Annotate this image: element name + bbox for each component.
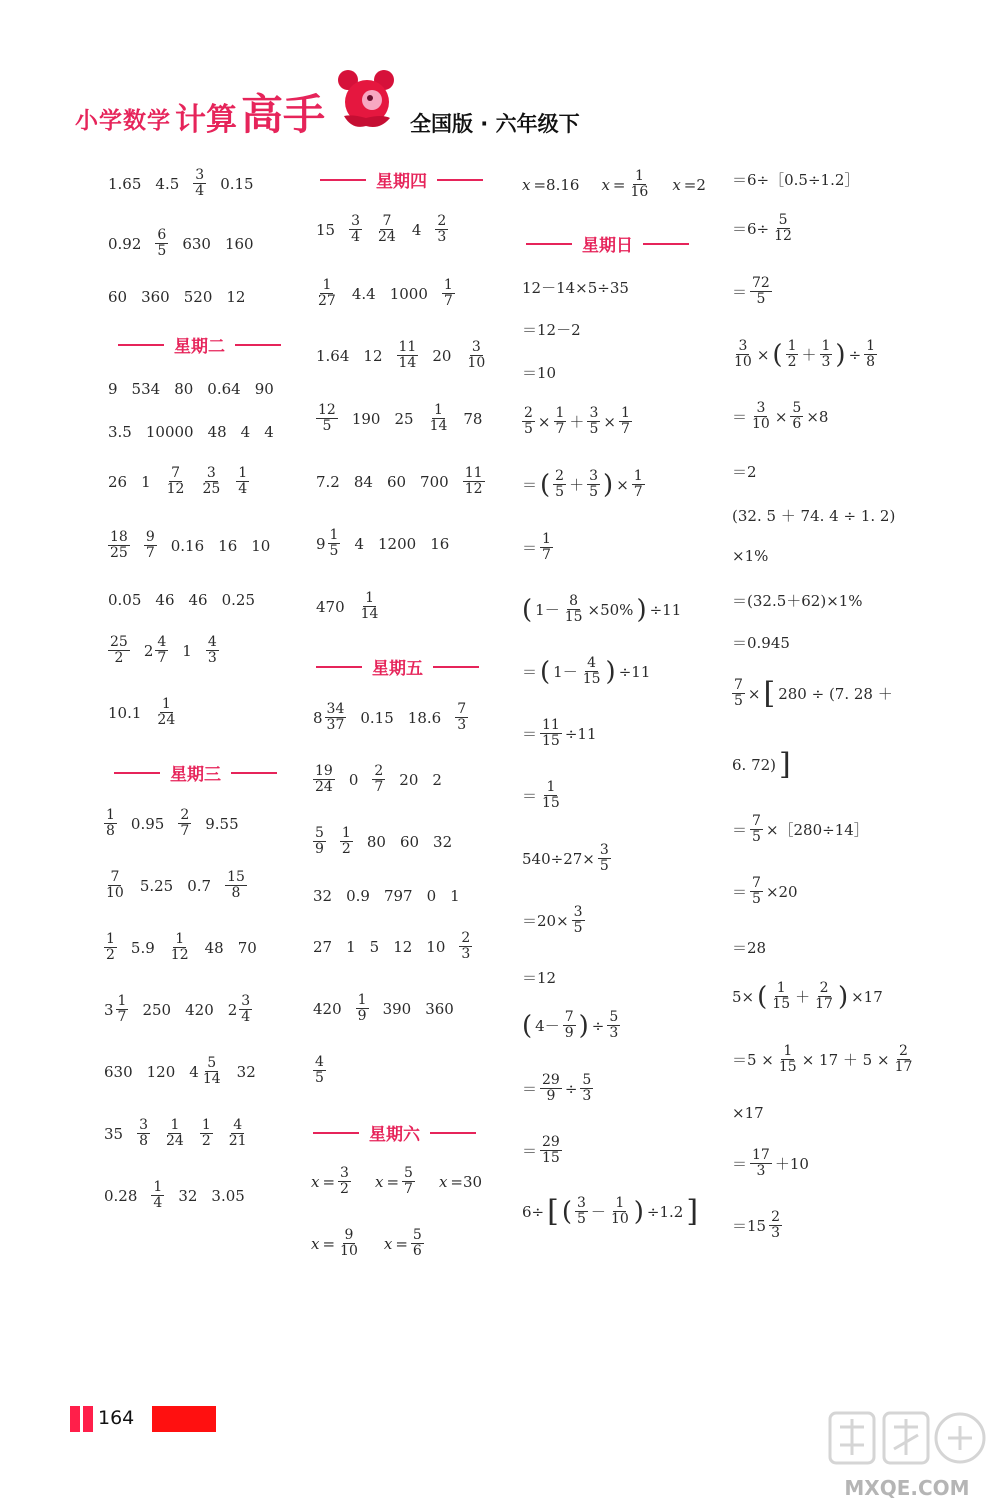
section-title-sunday: 星期日 (516, 231, 699, 256)
mixed-number: 2 $\frac{3}{4}$ (227, 993, 251, 1025)
answer-row: $\frac{7}{10}$ 5.25 0.7 $\frac{15}{8}$ (106, 869, 245, 901)
fraction: $\frac{5}{7}$ (404, 1165, 413, 1197)
equation-step: ＝6÷［0.5÷1.2］ (732, 171, 860, 189)
fraction: $\frac{3}{25}$ (202, 465, 221, 497)
fraction: $\frac{9}{7}$ (145, 529, 155, 561)
fraction: $\frac{7}{10}$ (106, 869, 124, 901)
fraction: $\frac{1}{4}$ (153, 1179, 163, 1211)
fraction: $\frac{2}{7}$ (374, 763, 384, 795)
equation-step: ＝0.945 (732, 634, 790, 652)
section-title-wednesday: 星期三 (104, 760, 287, 785)
answer-row: 9 $\frac{1}{5}$ 4 1200 16 (316, 527, 450, 559)
equation-step: ＝12－2 (522, 321, 581, 339)
answer-row: $\frac{1}{8}$ 0.95 $\frac{2}{7}$ 9.55 (106, 807, 239, 839)
fraction: $\frac{1}{8}$ (106, 807, 115, 839)
answer-row: $\frac{12}{5}$ 190 25 $\frac{1}{14}$ 78 (318, 402, 483, 434)
answer-row: 0.92 $\frac{6}{5}$ 630 160 (108, 227, 254, 259)
fraction: $\frac{5}{6}$ (412, 1227, 422, 1259)
mixed-number: 9 $\frac{1}{5}$ (316, 527, 339, 559)
equation-step: ＝ $\frac{72}{5}$ (732, 275, 770, 307)
equation-step: ＝12 (522, 969, 557, 987)
fraction: $\frac{1}{2}$ (201, 1117, 211, 1149)
equation-step: $\frac{3}{10}$ × ( $\frac{1}{2}$ ＋ $\frac{1}{3}$ ) ÷ $\frac{1}{8}$ (734, 338, 876, 370)
equation-step: ＝ $\frac{7}{5}$ ×20 (732, 875, 798, 907)
fraction: $\frac{7}{24}$ (378, 213, 396, 245)
brand-small: 小学数学 (75, 108, 171, 134)
fraction: $\frac{15}{8}$ (227, 869, 245, 901)
equation-step: ＝2 (732, 463, 757, 481)
fraction: $\frac{1}{24}$ (166, 1117, 184, 1149)
equation-step: ＝6÷ $\frac{5}{12}$ (732, 212, 792, 244)
mixed-number: 3 $\frac{1}{7}$ (104, 993, 127, 1025)
fraction: $\frac{1}{24}$ (157, 696, 176, 728)
equation-step: 12－14×5÷35 (522, 279, 629, 297)
answer-row: 3.5 10000 48 4 4 (108, 423, 274, 441)
equation-step: ＝10 (522, 364, 557, 382)
brand-mid: 计算 (175, 102, 237, 138)
equation-step: ( 4－ $\frac{7}{9}$ ) ÷ $\frac{5}{3}$ (522, 1009, 619, 1041)
answer-row: 32 0.9 797 0 1 (313, 887, 460, 905)
answer-row: 3 $\frac{1}{7}$ 250 420 2 $\frac{3}{4}$ (104, 993, 251, 1025)
equation-step: ＝(32.5＋62)×1% (732, 592, 863, 610)
fraction: $\frac{4}{21}$ (228, 1117, 247, 1149)
equation-step: $\frac{7}{5}$ × [ 280 ÷ (7. 28 ＋ (734, 675, 893, 711)
fraction: $\frac{5}{9}$ (315, 825, 324, 857)
watermark-text: MXQE.COM (844, 1476, 970, 1500)
page-number: 164 (98, 1407, 135, 1429)
fraction: $\frac{1}{27}$ (318, 277, 336, 309)
fraction: $\frac{4}{3}$ (207, 634, 217, 666)
page-footer (70, 1406, 220, 1432)
answer-row: 9 534 80 0.64 90 (108, 380, 274, 398)
footer-block (152, 1406, 216, 1432)
answer-row: 10.1 $\frac{1}{24}$ (108, 696, 176, 728)
fraction: $\frac{2}{7}$ (180, 807, 190, 839)
answer-row: 1.64 12 $\frac{11}{14}$ 20 $\frac{3}{10}$ (316, 339, 486, 371)
fraction: $\frac{1}{9}$ (357, 992, 367, 1024)
fraction: $\frac{18}{25}$ (110, 529, 128, 561)
section-title-thursday: 星期四 (310, 167, 493, 192)
answer-row: $\frac{1}{27}$ 4.4 1000 $\frac{1}{7}$ (318, 277, 453, 309)
answer-row: $\frac{1}{2}$ 5.9 $\frac{1}{12}$ 48 70 (106, 931, 257, 963)
answer-row: 0.28 $\frac{1}{4}$ 32 3.05 (104, 1179, 245, 1211)
answer-row: 26 1 $\frac{7}{12}$ $\frac{3}{25}$ $\frac{1}{4}$ (108, 465, 248, 497)
brand-big: 高手 (241, 90, 326, 139)
equation-step: $\frac{2}{5}$ × $\frac{1}{7}$ ＋ $\frac{3}{5}$ × $\frac{1}{7}$ (524, 405, 630, 437)
equation-step: ＝ $\frac{17}{3}$ ＋10 (732, 1147, 809, 1179)
mixed-number: 8 $\frac{34}{37}$ (313, 701, 345, 733)
answer-row (313, 1055, 326, 1086)
fraction: $\frac{7}{3}$ (457, 701, 467, 733)
equation-step: ＝ $\frac{7}{5}$ ×［280÷14］ (732, 813, 869, 845)
answer-row: $\frac{18}{25}$ $\frac{9}{7}$ 0.16 16 10 (110, 529, 271, 561)
fraction: $\frac{19}{24}$ (315, 763, 333, 795)
answer-row: 27 1 5 12 10 $\frac{2}{3}$ (313, 930, 471, 962)
fraction: $\frac{3}{4}$ (195, 167, 205, 199)
fraction: $\frac{1}{4}$ (238, 465, 248, 497)
equation-step: ＝ $\frac{11}{15}$ ÷11 (522, 717, 597, 749)
fraction: $\frac{9}{10}$ (340, 1227, 358, 1259)
equation-step: 5× ( $\frac{1}{15}$ ＋ $\frac{2}{17}$ ) ×17 (732, 980, 883, 1012)
watermark-logo (822, 1405, 992, 1505)
answer-row: 630 120 4 $\frac{5}{14}$ 32 (104, 1055, 256, 1087)
fraction: $\frac{1}{7}$ (443, 277, 453, 309)
answer-row: x = $\frac{3}{2}$ x = $\frac{5}{7}$ x =30 (311, 1165, 483, 1197)
equation-step: ＝5 × $\frac{1}{15}$ × 17 ＋ 5 × $\frac{2}{17}$ (732, 1043, 913, 1075)
fraction: $\frac{11}{12}$ (464, 465, 483, 497)
equation-step: ＝ $\frac{1}{15}$ (522, 779, 560, 811)
equation-step: 6. 72) ] (732, 747, 791, 782)
fraction: $\frac{3}{2}$ (340, 1165, 349, 1197)
fraction: $\frac{1}{14}$ (360, 590, 379, 622)
answer-row: $\frac{25}{2}$ 2 $\frac{4}{7}$ 1 $\frac{4}{3}$ (110, 634, 217, 666)
mixed-number: 2 $\frac{4}{7}$ (143, 634, 167, 666)
fraction: $\frac{1}{12}$ (170, 931, 189, 963)
answer-row: 60 360 520 12 (108, 288, 246, 306)
answer-row: 420 $\frac{1}{9}$ 390 360 (313, 992, 454, 1024)
equation-step: ＝20× $\frac{3}{5}$ (522, 904, 583, 936)
equation-step: ×17 (732, 1104, 764, 1122)
footer-bar (83, 1406, 93, 1432)
equation-step: ＝ $\frac{29}{9}$ ÷ $\frac{5}{3}$ (522, 1072, 592, 1104)
answer-row: $\frac{19}{24}$ 0 $\frac{2}{7}$ 20 2 (315, 763, 442, 795)
equation-step: ＝ $\frac{29}{15}$ (522, 1134, 560, 1166)
answer-row: 35 $\frac{3}{8}$ $\frac{1}{24}$ $\frac{1}{2}$ $\frac{4}{21}$ (104, 1117, 247, 1149)
equation-step: ＝ ( 1－ $\frac{4}{15}$ ) ÷11 (522, 655, 651, 687)
section-title-tuesday: 星期二 (108, 332, 291, 357)
answer-row: 7.2 84 60 700 $\frac{11}{12}$ (316, 465, 483, 497)
equation-step: ( 1－ $\frac{8}{15}$ ×50% ) ÷11 (522, 593, 682, 625)
answer-row: 15 $\frac{3}{4}$ $\frac{7}{24}$ 4 $\frac{2}{3}$ (316, 213, 447, 245)
fraction: $\frac{1}{2}$ (106, 931, 115, 963)
mixed-number: 4 $\frac{5}{14}$ (189, 1055, 221, 1087)
answer-row: x = $\frac{9}{10}$ x = $\frac{5}{6}$ (311, 1227, 422, 1259)
page-header (75, 68, 635, 138)
equation-step: ＝ ( $\frac{2}{5}$ ＋ $\frac{3}{5}$ ) × $\frac{1}{7}$ (522, 468, 643, 500)
fraction: $\frac{1}{16}$ (630, 168, 649, 200)
equation-step: ×1% (732, 547, 769, 565)
fraction: $\frac{1}{2}$ (341, 825, 351, 857)
section-title-saturday: 星期六 (303, 1120, 486, 1145)
answer-row: 1.65 4.5 $\frac{3}{4}$ 0.15 (108, 167, 254, 199)
fraction: $\frac{3}{10}$ (467, 339, 486, 371)
equation-step: 6÷ [ ( $\frac{3}{5}$ － $\frac{1}{10}$ ) ÷1.2 ] (522, 1193, 699, 1229)
answer-row: x =8.16 x = $\frac{1}{16}$ x =2 (522, 168, 706, 200)
fraction: $\frac{4}{5}$ (315, 1054, 324, 1086)
fraction: $\frac{11}{14}$ (398, 339, 417, 371)
fraction: $\frac{3}{8}$ (139, 1117, 149, 1149)
answer-row: 8 $\frac{34}{37}$ 0.15 18.6 $\frac{7}{3}$ (313, 701, 467, 733)
answer-row: $\frac{5}{9}$ $\frac{1}{2}$ 80 60 32 (315, 825, 453, 857)
equation-step: 540÷27× $\frac{3}{5}$ (522, 842, 609, 874)
equation-step: ＝15 $\frac{2}{3}$ (732, 1209, 781, 1241)
equation-step: ＝ $\frac{1}{7}$ (522, 531, 551, 563)
fraction: $\frac{1}{14}$ (429, 402, 448, 434)
mascot-icon (332, 68, 402, 134)
answer-row: 0.05 46 46 0.25 (108, 591, 255, 609)
fraction: $\frac{2}{3}$ (461, 930, 471, 962)
answer-row: 470 $\frac{1}{14}$ (316, 590, 379, 622)
fraction: $\frac{3}{4}$ (351, 213, 361, 245)
edition-label: 全国版 · 六年级下 (410, 112, 580, 136)
fraction: $\frac{7}{12}$ (166, 465, 185, 497)
fraction: $\frac{25}{2}$ (110, 634, 128, 666)
equation-step: ＝ $\frac{3}{10}$ × $\frac{5}{6}$ ×8 (732, 400, 829, 432)
fraction: $\frac{2}{3}$ (437, 213, 447, 245)
section-title-friday: 星期五 (306, 654, 489, 679)
equation-step: ＝28 (732, 939, 767, 957)
fraction: $\frac{6}{5}$ (157, 227, 167, 259)
footer-bar (70, 1406, 80, 1432)
equation-step: (32. 5 ＋ 74. 4 ÷ 1. 2) (732, 507, 896, 525)
fraction: $\frac{12}{5}$ (318, 402, 336, 434)
